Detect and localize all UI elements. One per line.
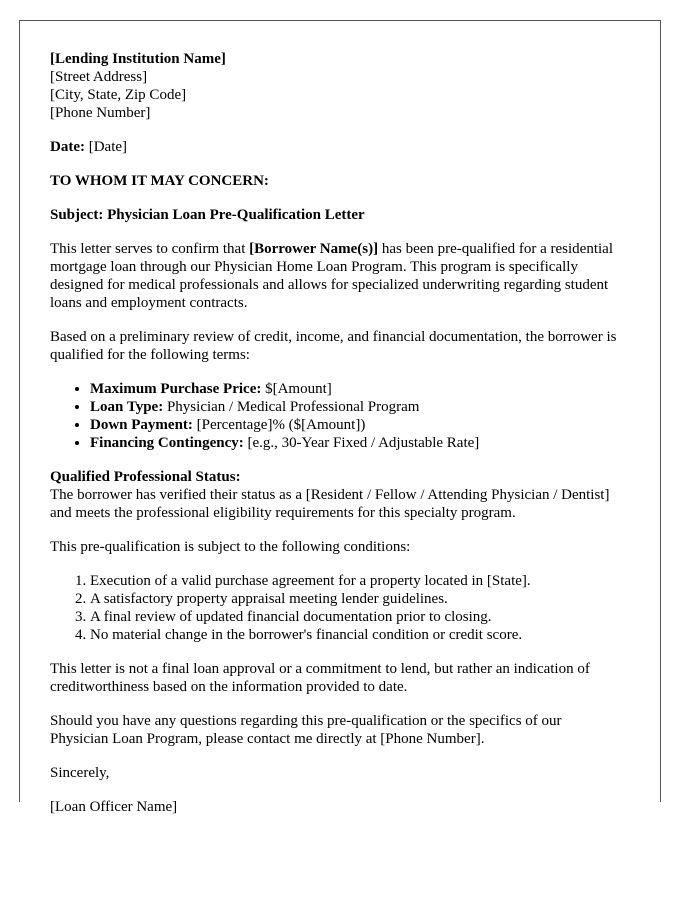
term-value: [e.g., 30-Year Fixed / Adjustable Rate]	[243, 435, 480, 451]
lender-street: [Street Address]	[50, 69, 148, 85]
intro-text-after: has been pre-qualified for a residential mortgage loan through our Physician Home Loan Program. This program is specifically designed for medical professionals and allows for specialized underwriting regarding student loans and employment contracts.	[50, 241, 613, 311]
term-value: Physician / Medical Professional Program	[163, 399, 420, 415]
professional-status-section	[50, 468, 620, 522]
review-paragraph: Based on a preliminary review of credit, income, and financial documentation, the borrower is qualified for the following terms:	[50, 329, 617, 363]
date-label: Date:	[50, 139, 85, 155]
letter-body	[50, 50, 620, 832]
date-value: [Date]	[88, 139, 128, 155]
terms-list	[50, 380, 620, 452]
list-item	[90, 416, 620, 434]
lender-name: [Lending Institution Name]	[50, 51, 226, 67]
term-value: [Percentage]% ($[Amount])	[192, 417, 366, 433]
lender-phone: [Phone Number]	[50, 105, 151, 121]
status-heading: Qualified Professional Status:	[50, 469, 241, 485]
lender-city: [City, State, Zip Code]	[50, 87, 187, 103]
status-text: The borrower has verified their status as a [Resident / Fellow / Attending Physician / Dentist] and meets the professional eligibility requirements for this specialty program.	[50, 487, 610, 521]
intro-paragraph	[50, 240, 620, 312]
date-line	[50, 138, 620, 156]
list-item: 1. Execution of a valid purchase agreement for a property located in [State].	[90, 572, 620, 590]
list-item	[90, 434, 620, 452]
conditions-list	[50, 572, 620, 644]
term-label: Maximum Purchase Price:	[90, 381, 262, 397]
conditions-intro: This pre-qualification is subject to the following conditions:	[50, 539, 411, 555]
term-value: $[Amount]	[261, 381, 332, 397]
borrower-name: [Borrower Name(s)]	[249, 241, 379, 257]
contact-paragraph: Should you have any questions regarding this pre-qualification or the specifics of our Physician Loan Program, please contact me directly at [Phone Number].	[50, 713, 562, 747]
lender-address-block	[50, 50, 620, 122]
list-item	[90, 380, 620, 398]
disclaimer-paragraph: This letter is not a final loan approval or a commitment to lend, but rather an indication of creditworthiness based on the information provided to date.	[50, 661, 590, 695]
salutation: TO WHOM IT MAY CONCERN:	[50, 173, 269, 189]
term-label: Financing Contingency:	[90, 435, 244, 451]
list-item: 2. A satisfactory property appraisal meeting lender guidelines.	[90, 590, 620, 608]
intro-text-before: This letter serves to confirm that	[50, 241, 250, 257]
list-item: 3. A final review of updated financial documentation prior to closing.	[90, 608, 620, 626]
subject-line: Subject: Physician Loan Pre-Qualification Letter	[50, 207, 365, 223]
closing-line: Sincerely,	[50, 765, 110, 781]
term-label: Loan Type:	[90, 399, 164, 415]
signature-name: [Loan Officer Name]	[50, 799, 178, 815]
letter-page	[19, 20, 661, 815]
list-item	[90, 398, 620, 416]
term-label: Down Payment:	[90, 417, 193, 433]
list-item: 4. No material change in the borrower's financial condition or credit score.	[90, 626, 620, 644]
